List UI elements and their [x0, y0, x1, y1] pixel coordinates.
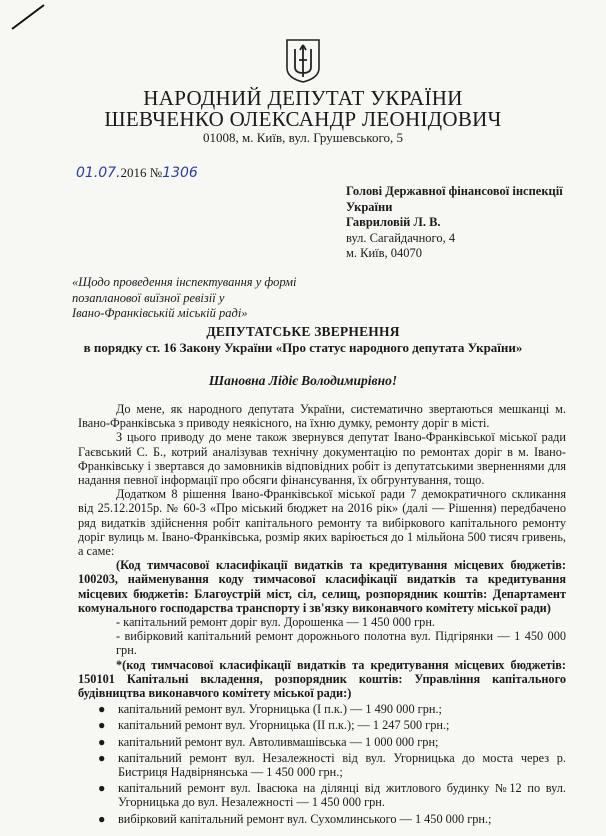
date-line	[76, 165, 198, 181]
recipient-street: вул. Сагайдачного, 4	[346, 230, 456, 245]
letter-body	[78, 402, 566, 828]
dash-item: - вибірковий капітальний ремонт дорожнього полотна вул. Підгірянки — 1 450 000 грн.	[116, 629, 566, 658]
list-item-text: капітальний ремонт вул. Автоливмашівська — 1 000 000 грн;	[118, 734, 439, 749]
dash-item: - капітальний ремонт доріг вул. Дорошенка — 1 450 000 грн.	[116, 615, 435, 630]
recipient-block	[346, 184, 563, 262]
handwritten-date: 01.07.	[76, 165, 121, 181]
list-item-text: капітальний ремонт вул. Угорницька (ІІ п.к.); — 1 247 500 грн.;	[118, 718, 450, 733]
date-year: 2016 №	[120, 165, 163, 180]
recipient-name: Гавриловій Л. В.	[346, 215, 441, 229]
header-title: НАРОДНИЙ ДЕПУТАТ УКРАЇНИ	[143, 86, 463, 110]
paragraph: До мене, як народного депутата України, систематично звертаються мешканці м. Івано-Франківська з приводу неякісного, на їхню думку, ремонту доріг в місті.	[78, 402, 566, 431]
handwritten-number: 1306	[162, 165, 198, 181]
paragraph: Додатком 8 рішення Івано-Франківської міської ради 7 демократичного скликання від 25.12.2015р. № 60-3 «Про міський бюджет на 2016 рік» (далі — Рішення) передбачено ряд видатків здійснення робіт капітального ремонту та вибіркового капітального ремонту доріг вулиць м. Івано-Франківська, розмір яких варіюється до 1 мільйона 500 тисяч гривень, а саме:	[78, 487, 566, 559]
list-item	[78, 735, 566, 749]
document-title: ДЕПУТАТСЬКЕ ЗВЕРНЕННЯ	[206, 324, 400, 339]
bullet-icon: ●	[98, 750, 106, 765]
list-item	[78, 781, 566, 809]
list-item-text: капітальний ремонт вул. Незалежності від вул. Угорницька до моста через р. Бистриця Надвірнянська — 1 450 000 грн.;	[118, 750, 566, 780]
list-item-text: капітальний ремонт вул. Івасюка на ділянці від житлового будинку №12 по вул. Угорницька до вул. Незалежності — 1 450 000 грн.	[118, 781, 566, 810]
header-address: 01008, м. Київ, вул. Грушевського, 5	[203, 130, 403, 145]
recipient-line: Голові Державної фінансової інспекції	[346, 184, 563, 198]
recipient-city: м. Київ, 04070	[346, 246, 423, 260]
subject-line: позапланової виїзної ревізії у	[72, 290, 225, 305]
recipient-line: України	[346, 199, 393, 214]
list-item-text: капітальний ремонт вул. Угорницька (І п.к.) — 1 490 000 грн.;	[118, 702, 442, 717]
subject-line: Івано-Франківській міській раді»	[72, 306, 248, 320]
bullet-icon: ●	[98, 718, 106, 733]
list-item	[78, 812, 566, 826]
subject-block	[72, 275, 296, 322]
paragraph: З цього приводу до мене також звернувся депутат Івано-Франківської міської ради Гаєвський С. Б., котрий аналізував технічну документацію по ремонтах доріг в м. Івано-Франківську і звертався до замовників відповідних робіт із депутатськими зверненнями для надання певної інформації про обсяги фінансування, їх обгрунтування, тощо.	[78, 430, 566, 488]
document-subtitle: в порядку ст. 16 Закону України «Про статус народного депутата України»	[83, 340, 523, 355]
pen-stroke-mark	[8, 2, 48, 32]
list-item	[78, 702, 566, 716]
bullet-icon: ●	[98, 811, 106, 826]
trident-emblem-icon	[284, 36, 322, 84]
greeting: Шановна Лідіє Володимирівно!	[208, 373, 398, 388]
header-name: ШЕВЧЕНКО ОЛЕКСАНДР ЛЕОНІДОВИЧ	[104, 107, 502, 131]
bullet-icon: ●	[98, 781, 106, 796]
list-item-text: вибірковий капітальний ремонт вул. Сухомлинського — 1 450 000 грн.;	[118, 811, 492, 826]
budget-code-paragraph: (Код тимчасової класифікації видатків та кредитування місцевих бюджетів: 100203, найменування коду тимчасової класифікації видатків та кредитування місцевих бюджетів: Благоустрій міст, сіл, селищ, розпорядник коштів: Департамент комунального господарства транспорту і зв'язку виконавчого комітету міської ради)	[78, 558, 566, 615]
list-item	[78, 718, 566, 732]
subject-line: «Щодо проведення інспектування у формі	[72, 275, 297, 289]
budget-code-paragraph: *(код тимчасової класифікації видатків та кредитування місцевих бюджетів: 150101 Капітальні вкладення, розпорядник коштів: Управління капітального будівництва виконавчого комітету міської ради:)	[78, 657, 566, 701]
bullet-icon: ●	[98, 734, 106, 749]
list-item	[78, 751, 566, 779]
bullet-icon: ●	[98, 702, 106, 717]
repair-list	[78, 702, 566, 826]
